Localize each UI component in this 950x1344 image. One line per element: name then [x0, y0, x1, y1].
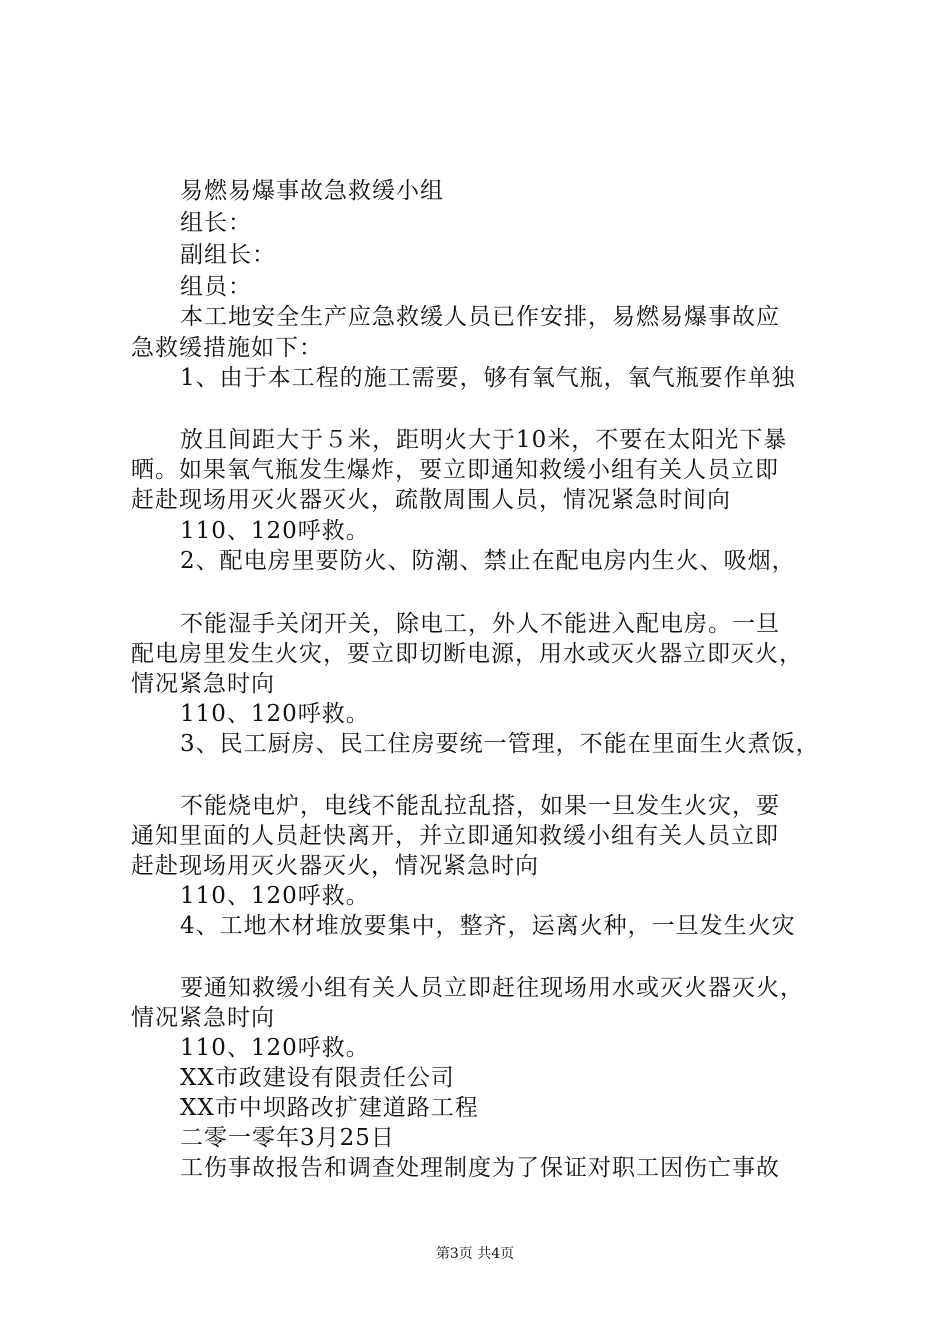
text-line: 赶赴现场用灭火器灭火，疏散周围人员，情况紧急时间向 [131, 487, 731, 513]
text-line: 110、120呼救。 [180, 701, 370, 727]
text-line: 本工地安全生产应急救缓人员已作安排，易燃易爆事故应 [180, 304, 780, 330]
text-line: 赶赴现场用灭火器灭火，情况紧急时向 [131, 853, 539, 879]
document-date: 二零一零年3月25日 [180, 1125, 395, 1151]
text-line: 副组长： [180, 242, 276, 268]
text-line: 110、120呼救。 [180, 518, 370, 544]
text-line: 工伤事故报告和调查处理制度为了保证对职工因伤亡事故 [180, 1155, 780, 1181]
project-name: XX市中坝路改扩建道路工程 [180, 1095, 479, 1121]
text-line: 配电房里发生火灾，要立即切断电源，用水或灭火器立即灭火， [131, 641, 803, 667]
text-line: 组长： [180, 210, 252, 236]
text-line: 110、120呼救。 [180, 1035, 370, 1061]
page-number: 第3页 共4页 [435, 1246, 515, 1262]
heading-emergency-group: 易燃易爆事故急救缓小组 [180, 178, 444, 204]
company-name: XX市政建设有限责任公司 [180, 1065, 455, 1091]
text-line: 通知里面的人员赶快离开，并立即通知救缓小组有关人员立即 [131, 823, 779, 849]
text-line: 2、配电房里要防火、防潮、禁止在配电房内生火、吸烟， [180, 548, 796, 574]
text-line: 放且间距大于５米，距明火大于10米，不要在太阳光下暴 [180, 427, 788, 453]
text-line: 不能烧电炉，电线不能乱拉乱搭，如果一旦发生火灾，要 [180, 793, 780, 819]
text-line: 组员： [180, 274, 252, 300]
text-line: 4、工地木材堆放要集中，整齐，运离火种，一旦发生火灾 [180, 913, 796, 939]
text-line: 要通知救缓小组有关人员立即赶往现场用水或灭火器灭火， [180, 975, 804, 1001]
text-line: 1、由于本工程的施工需要，够有氧气瓶，氧气瓶要作单独 [180, 365, 796, 391]
text-line: 情况紧急时向 [131, 1005, 275, 1031]
text-line: 晒。如果氧气瓶发生爆炸，要立即通知救缓小组有关人员立即 [131, 457, 779, 483]
text-line: 情况紧急时向 [131, 671, 275, 697]
text-line: 3、民工厨房、民工住房要统一管理，不能在里面生火煮饭， [180, 731, 820, 757]
text-line: 110、120呼救。 [180, 883, 370, 909]
text-line: 不能湿手关闭开关，除电工，外人不能进入配电房。一旦 [180, 611, 780, 637]
text-line: 急救缓措施如下： [131, 335, 323, 361]
